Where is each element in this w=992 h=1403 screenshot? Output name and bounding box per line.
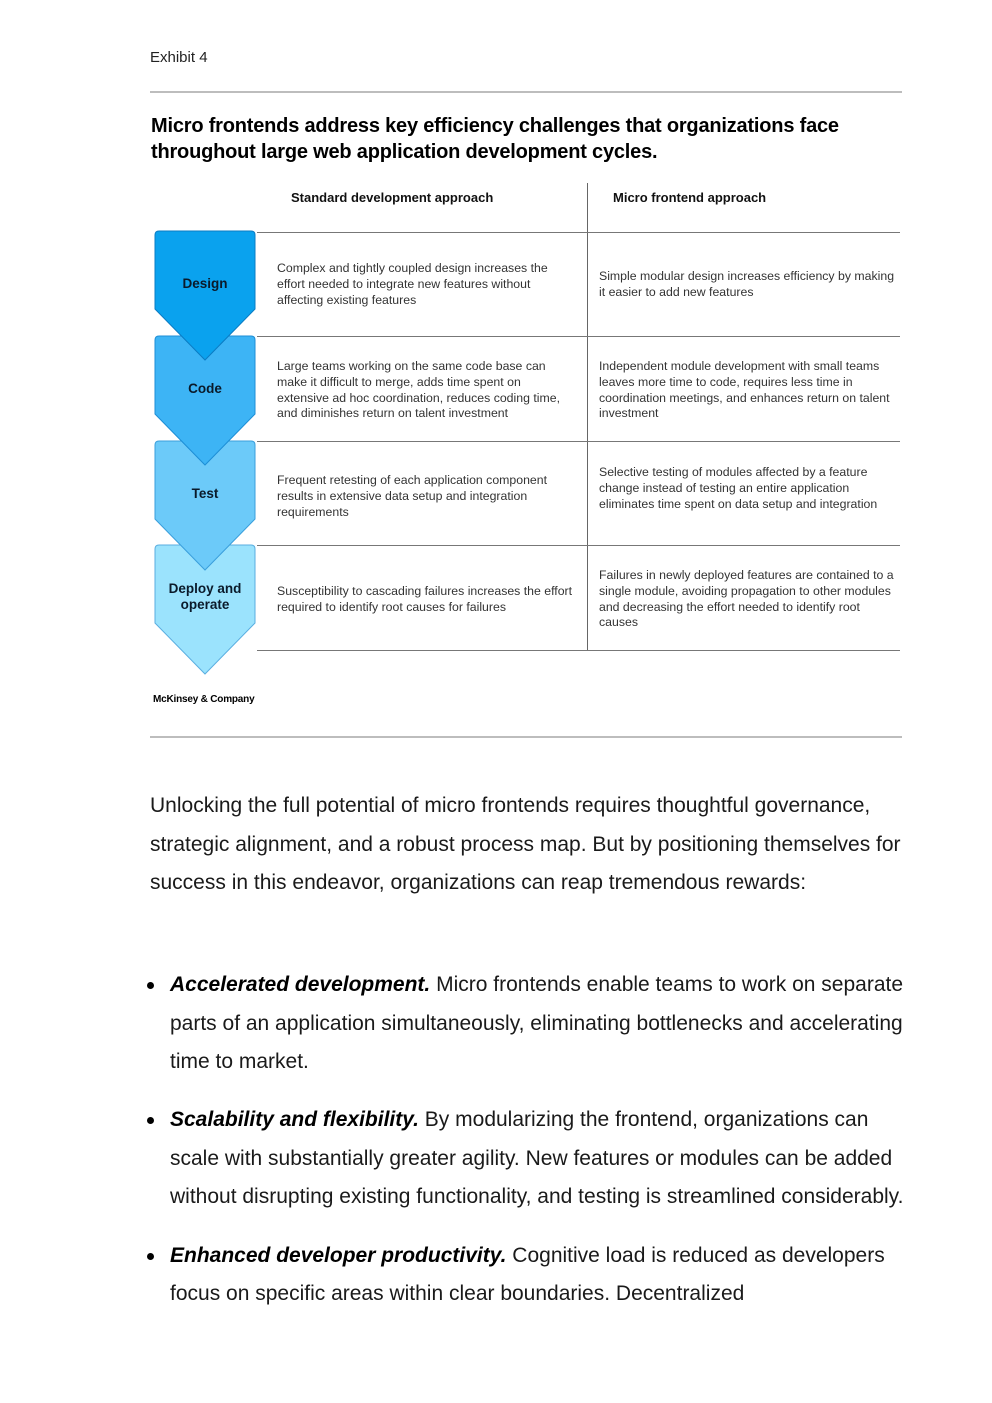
stage-label-code: Code bbox=[188, 381, 222, 396]
list-item-text: By modularizing the frontend, organizations can scale with substantially greater agility. New features or modules can be added without disrupting existing functionality, and testing is streamlined considerably. bbox=[170, 1108, 904, 1209]
bottom-divider bbox=[150, 736, 902, 738]
cell-micro-code: Independent module development with small teams leaves more time to code, requires less time in coordination meetings, and enhances return on talent investment bbox=[599, 359, 890, 421]
bullet-dot bbox=[147, 1117, 154, 1124]
list-item bbox=[150, 966, 910, 1082]
cell-standard-code: Large teams working on the same code base can make it difficult to merge, adds time spent on extensive ad hoc coordination, reduces coding time, and diminishes return on talent investment bbox=[277, 359, 560, 421]
row-divider bbox=[257, 441, 900, 442]
top-divider bbox=[150, 91, 902, 93]
list-item-lead: Enhanced developer productivity. bbox=[170, 1243, 507, 1267]
row-divider bbox=[257, 336, 900, 337]
cell-micro-design: Simple modular design increases efficiency by making it easier to add new features bbox=[599, 269, 895, 299]
exhibit-label: Exhibit 4 bbox=[150, 49, 208, 66]
stage-chevrons bbox=[153, 230, 257, 676]
body-paragraph: Unlocking the full potential of micro frontends requires thoughtful governance, strategic alignment, and a robust process map. But by positioning themselves for success in this endeavor, organizations can reap tremendous rewards: bbox=[150, 794, 901, 895]
column-header-standard: Standard development approach bbox=[291, 190, 494, 205]
cell-standard-test: Frequent retesting of each application component results in extensive data setup and integration requirements bbox=[277, 473, 548, 519]
row-divider bbox=[257, 232, 900, 233]
benefits-list bbox=[150, 966, 910, 1333]
list-item-lead: Scalability and flexibility. bbox=[170, 1108, 419, 1132]
cell-micro-test: Selective testing of modules affected by a feature change instead of testing an entire application eliminates time spent on data setup and integration bbox=[599, 465, 878, 511]
column-header-micro: Micro frontend approach bbox=[613, 190, 767, 205]
exhibit-title: Micro frontends address key efficiency challenges that organizations face throughout large web application development cycles. bbox=[151, 115, 839, 163]
stage-label-test: Test bbox=[191, 486, 219, 501]
stage-label-design: Design bbox=[182, 276, 228, 291]
list-item-lead: Accelerated development. bbox=[170, 973, 431, 996]
cell-standard-design: Complex and tightly coupled design increases the effort needed to integrate new features without affecting existing features bbox=[277, 261, 548, 307]
column-divider bbox=[587, 183, 588, 650]
list-item bbox=[150, 1101, 910, 1217]
list-item-text: Micro frontends enable teams to work on separate parts of an application simultaneously, eliminating bottlenecks and accelerating time to market. bbox=[170, 973, 904, 1074]
bullet-dot bbox=[147, 982, 154, 989]
cell-micro-deploy: Failures in newly deployed features are contained to a single module, avoiding propagation to other modules and decreasing the effort needed to identify root causes bbox=[599, 568, 894, 630]
cell-standard-deploy: Susceptibility to cascading failures increases the effort required to identify root causes for failures bbox=[277, 584, 573, 614]
row-divider bbox=[257, 545, 900, 546]
source-credit: McKinsey & Company bbox=[153, 694, 255, 705]
list-item bbox=[150, 1237, 910, 1314]
stage-label-deploy: Deploy and operate bbox=[168, 581, 242, 612]
list-item-text: Cognitive load is reduced as developers focus on specific areas within clear boundaries. Decentralized bbox=[170, 1243, 885, 1306]
row-divider bbox=[257, 650, 900, 651]
bullet-dot bbox=[147, 1253, 154, 1260]
